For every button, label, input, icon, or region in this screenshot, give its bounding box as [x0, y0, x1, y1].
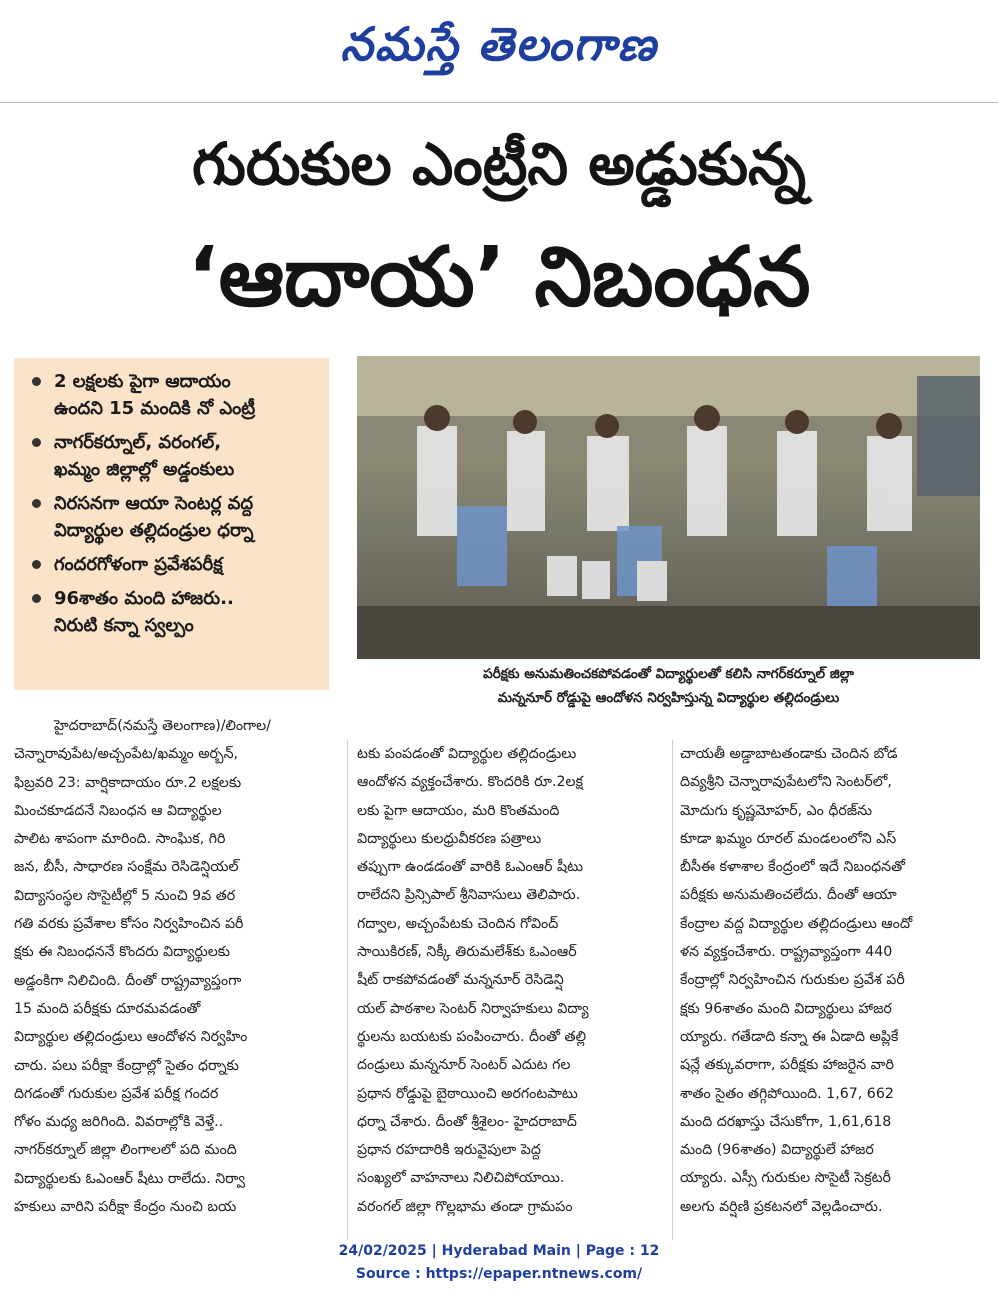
- article-line: శాతం సైతం తగ్గిపోయింది. 1,67, 662: [680, 1085, 894, 1102]
- highlight-text: నిరుటి కన్నా స్వల్పం: [54, 615, 194, 636]
- article-line: ఫిబ్రవరి 23: వార్షికాదాయం రూ.2 లక్షలకు: [14, 774, 242, 791]
- article-line: ప్రధాన రహదారికి ఇరువైపులా పెద్ద: [357, 1142, 541, 1159]
- highlight-text: 2 లక్షలకు పైగా ఆదాయం: [54, 371, 231, 392]
- article-line: యల్ పాఠశాల సెంటర్ నిర్వాహకులు విద్యా: [357, 1000, 589, 1017]
- highlight-item: [32, 490, 319, 544]
- article-line: సంఖ్యలో వాహనాలు నిలిచిపోయాయి.: [357, 1170, 565, 1187]
- article-line: అడ్డంకిగా నిలిచింది. దీంతో రాష్ట్రవ్యాప్తంగా: [14, 972, 242, 989]
- article-line: క్షకు ఈ నిబంధననే కొందరు విద్యార్థులకు: [14, 944, 231, 961]
- highlight-text: విద్యార్థుల తల్లిదండ్రుల ధర్నా: [54, 520, 254, 541]
- article-line: హకులు వారిని పరీక్షా కేంద్రం నుంచి బయ: [14, 1199, 237, 1216]
- masthead-divider: [0, 102, 998, 103]
- article-column-2: [357, 740, 667, 1240]
- bullet-icon: [32, 594, 41, 603]
- article-line: 15 మంది పరీక్షకు దూరమవడంతో: [14, 1000, 201, 1017]
- article-line: పాలిట శాపంగా మారింది. సాంఘిక, గిరి: [14, 831, 226, 848]
- article-line: గతి వరకు ప్రవేశాల కోసం నిర్వహించిన పరీ: [14, 916, 244, 933]
- article-line: ధర్నా చేశారు. దీంతో శ్రీశైలం- హైదరాబాద్: [357, 1113, 577, 1130]
- article-line: అలగు వర్షిణి ప్రకటనలో వెల్లడించారు.: [680, 1198, 883, 1215]
- article-line: దిగడంతో గురుకుల ప్రవేశ పరీక్ష గందర: [14, 1085, 219, 1102]
- article-line: గద్వాల, అచ్చంపేటకు చెందిన గోవింద్: [357, 915, 559, 932]
- highlight-item: [32, 429, 319, 483]
- article-line: హైదరాబాద్(నమస్తే తెలంగాణ)/లింగాల/: [54, 718, 271, 734]
- article-line: టకు పంపడంతో విద్యార్థుల తల్లిదండ్రులు: [357, 746, 577, 762]
- article-column-3: [680, 740, 980, 1240]
- caption-line: మన్ననూర్ రోడ్డుపై ఆందోళన నిర్వహిస్తున్న విద్యార్థుల తల్లిదండ్రులు: [497, 690, 840, 706]
- column-divider: [672, 740, 673, 1240]
- highlight-text: గందరగోళంగా ప్రవేశపరీక్ష: [54, 554, 223, 575]
- bullet-icon: [32, 499, 41, 508]
- article-line: లకు పైగా ఆదాయం, మరి కొంతమంది: [357, 802, 560, 819]
- page-info: 24/02/2025 | Hyderabad Main | Page : 12: [338, 1243, 660, 1259]
- article-line: వరంగల్ జిల్లా గొల్లభామ తండా గ్రామపం: [357, 1198, 573, 1215]
- highlight-text: ఖమ్మం జిల్లాల్లో అడ్డంకులు: [54, 459, 235, 480]
- article-line: సాయికిరణ్, నిక్కీ తిరుమలేశ్‌కు ఓఎంఆర్: [357, 944, 577, 961]
- article-line: బీసీఈ కళాశాల కేంద్రంలో ఇదే నిబంధనతో: [680, 859, 905, 876]
- article-line: షీట్ రాకపోవడంతో మన్ననూర్ రెసిడెన్షి: [357, 972, 564, 989]
- masthead: [0, 0, 998, 90]
- highlight-item: [32, 585, 319, 639]
- headline-line-2: ‘ఆదాయ’ నిబంధన: [187, 230, 811, 325]
- photo-illustration: [357, 356, 980, 659]
- article-line: ర్థులను బయటకు పంపించారు. దీంతో తల్లి: [357, 1028, 586, 1045]
- source-link[interactable]: Source : https://epaper.ntnews.com/: [355, 1266, 643, 1282]
- article-line: ప్రధాన రోడ్డుపై బైఠాయించి అరగంటపాటు: [357, 1085, 578, 1102]
- article-line: మంది (96శాతం) విద్యార్థులే హాజర: [680, 1142, 874, 1159]
- article-line: జన, బీసీ, సాధారణ సంక్షేమ రెసిడెన్షియల్: [14, 859, 239, 876]
- newspaper-logo: నమస్తే తెలంగాణ: [340, 17, 658, 71]
- caption-line: పరీక్షకు అనుమతించకపోవడంతో విద్యార్థులతో కలిసి నాగర్‌కర్నూల్ జిల్లా: [483, 666, 854, 682]
- article-line: క్షకు 96శాతం మంది విద్యార్థులు హాజర: [680, 1000, 892, 1017]
- article-line: రాలేదని ప్రిన్సిపాల్ శ్రీనివాసులు తెలిపారు.: [357, 887, 581, 904]
- article-line: చాయతీ అడ్డాబాటతండాకు చెందిన బోడ: [680, 746, 898, 762]
- article-line: షన్లే తక్కువరాగా, పరీక్షకు హాజరైన వారి: [680, 1057, 894, 1074]
- article-line: య్యారు. ఎస్సీ గురుకుల సొసైటీ సెక్రటరీ: [680, 1170, 891, 1187]
- article-line: కేంద్రాల్లో నిర్వహించిన గురుకుల ప్రవేశ పరీ: [680, 972, 905, 989]
- bullet-icon: [32, 438, 41, 447]
- article-line: మంది దరఖాస్తు చేసుకోగా, 1,61,618: [680, 1113, 892, 1130]
- highlight-text: 96శాతం మంది హాజరు..: [54, 588, 234, 609]
- article-line: విద్యాసంస్థల సొసైటీల్లో 5 నుంచి 9వ తర: [14, 887, 236, 904]
- highlight-text: నాగర్‌కర్నూల్, వరంగల్,: [54, 432, 222, 453]
- article-line: చారు. పలు పరీక్షా కేంద్రాల్లో సైతం ధర్నాకు: [14, 1057, 239, 1074]
- article-column-1: [14, 712, 339, 1242]
- column-divider: [347, 740, 348, 1240]
- highlights-box: [14, 358, 329, 690]
- article-line: మోదుగు కృష్ణమోహర్, ఎం ధీరజ్‌ను: [680, 802, 873, 819]
- article-line: దండ్రులు మన్ననూర్ సెంటర్ ఎదుట గల: [357, 1057, 571, 1074]
- highlight-text: నిరసనగా ఆయా సెంటర్ల వద్ద: [54, 493, 254, 514]
- article-line: ఆందోళన వ్యక్తంచేశారు. కొందరికి రూ.2లక్ష: [357, 774, 583, 791]
- article-line: గోళం మధ్య జరిగింది. వివరాల్లోకి వెళ్తే..: [14, 1114, 224, 1131]
- article-line: పరీక్షకు అనుమతించలేదు. దీంతో ఆయా: [680, 887, 897, 904]
- article-line: నాగర్‌కర్నూల్ జిల్లా లింగాలలో పది మంది: [14, 1142, 237, 1159]
- highlight-text: ఉందని 15 మందికి నో ఎంట్రీ: [54, 398, 256, 419]
- article-line: తప్పుగా ఉండడంతో వారికి ఓఎంఆర్ షీటు: [357, 859, 583, 876]
- bullet-icon: [32, 377, 41, 386]
- article-line: దివ్యశ్రీని చెన్నారావుపేటలోని సెంటర్‌లో,: [680, 774, 892, 791]
- article-line: విద్యార్థుల తల్లిదండ్రులు ఆందోళన నిర్వహిం: [14, 1029, 248, 1046]
- article-line: మించకూడదనే నిబంధన ఆ విద్యార్థుల: [14, 802, 222, 819]
- article-line: చెన్నారావుపేట/అచ్చంపేట/ఖమ్మం అర్బన్,: [14, 746, 239, 763]
- highlight-item: [32, 368, 319, 422]
- article-line: విద్యార్థులు కులధ్రువీకరణ పత్రాలు: [357, 830, 542, 847]
- protest-photo: [357, 356, 980, 659]
- headline-line-1: గురుకుల ఎంట్రీని అడ్డుకున్న: [191, 130, 806, 198]
- article-line: య్యారు. గతేడాది కన్నా ఈ ఏడాది అప్లికే: [680, 1028, 899, 1045]
- article-line: కూడా ఖమ్మం రూరల్ మండలంలోని ఎస్: [680, 830, 897, 847]
- article-line: విద్యార్థులకు ఓఎంఆర్ షీటు రాలేదు. నిర్వా: [14, 1170, 245, 1187]
- bullet-icon: [32, 560, 41, 569]
- highlight-item: [32, 551, 319, 578]
- photo-caption: [357, 662, 980, 710]
- article-line: కేంద్రాల వద్ద విద్యార్థుల తల్లిదండ్రులు ఆందో: [680, 915, 913, 932]
- article-line: ళన వ్యక్తంచేశారు. రాష్ట్రవ్యాప్తంగా 440: [680, 944, 893, 961]
